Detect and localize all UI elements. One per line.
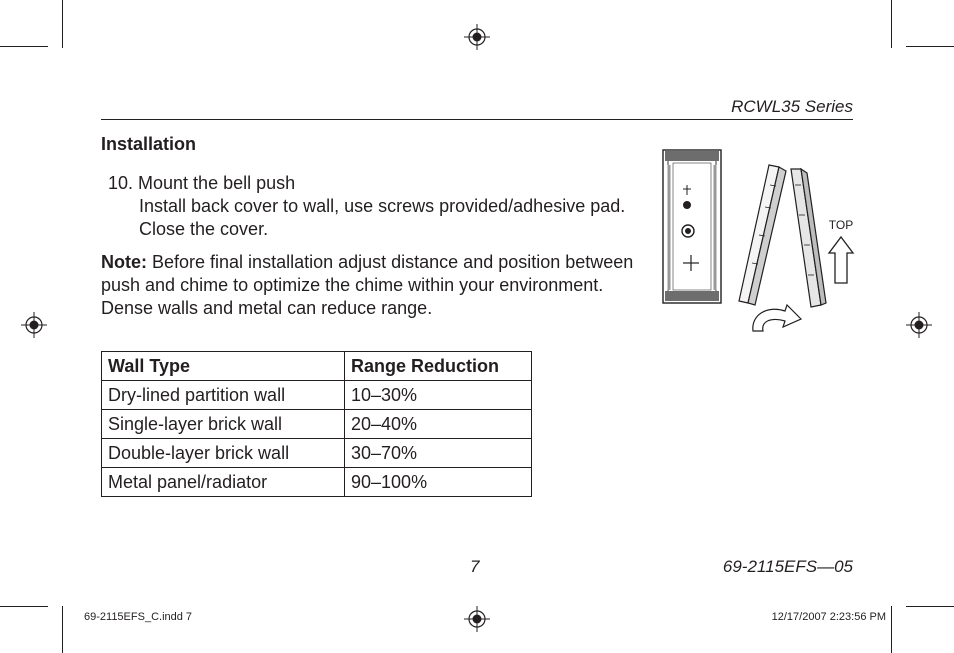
range-table — [101, 351, 532, 497]
table-row — [102, 410, 532, 439]
slug-filename: 69-2115EFS_C.indd 7 — [84, 611, 193, 623]
note-text: Before final installation adjust distance and position between push and chime to optimize the chime within your environment. Dense walls and metal can reduce range. — [101, 252, 634, 318]
top-label: TOP — [828, 218, 854, 232]
note-paragraph — [101, 251, 641, 320]
table-cell: 30–70% — [345, 439, 532, 468]
step-label: 10. Mount the bell push — [108, 173, 296, 193]
column-header: Range Reduction — [345, 352, 532, 381]
crop-mark — [891, 0, 892, 48]
table-row — [102, 439, 532, 468]
rotate-arrow-icon — [753, 305, 801, 331]
crop-mark — [0, 46, 48, 47]
note-label: Note: — [101, 252, 147, 272]
crop-mark — [891, 606, 892, 653]
registration-mark-icon — [464, 24, 490, 50]
table-cell: 90–100% — [345, 468, 532, 497]
bell-push-illustration — [655, 145, 860, 335]
series-title: RCWL35 Series — [731, 97, 853, 116]
page-number: 7 — [470, 557, 480, 576]
table-cell: 10–30% — [345, 381, 532, 410]
table-cell: 20–40% — [345, 410, 532, 439]
header-rule — [101, 119, 853, 120]
table-cell: Single-layer brick wall — [102, 410, 345, 439]
crop-mark — [906, 46, 954, 47]
column-header: Wall Type — [102, 352, 345, 381]
up-arrow-icon — [829, 237, 853, 283]
slug-datetime: 12/17/2007 2:23:56 PM — [771, 611, 886, 623]
crop-mark — [906, 606, 954, 607]
registration-mark-icon — [21, 312, 47, 338]
crop-mark — [0, 606, 48, 607]
registration-mark-icon — [906, 312, 932, 338]
registration-mark-icon — [464, 606, 490, 632]
table-cell: Double-layer brick wall — [102, 439, 345, 468]
table-header-row — [102, 352, 532, 381]
table-cell: Metal panel/radiator — [102, 468, 345, 497]
crop-mark — [62, 606, 63, 653]
table-row — [102, 468, 532, 497]
table-cell: Dry-lined partition wall — [102, 381, 345, 410]
document-number: 69-2115EFS—05 — [722, 557, 853, 576]
section-heading: Installation — [101, 134, 197, 154]
crop-mark — [62, 0, 63, 48]
step-body: Install back cover to wall, use screws provided/adhesive pad. Close the cover. — [139, 196, 626, 239]
front-cover-icon — [739, 165, 786, 305]
back-cover-icon — [663, 150, 721, 303]
upright-cover-icon — [791, 169, 826, 307]
table-row — [102, 381, 532, 410]
